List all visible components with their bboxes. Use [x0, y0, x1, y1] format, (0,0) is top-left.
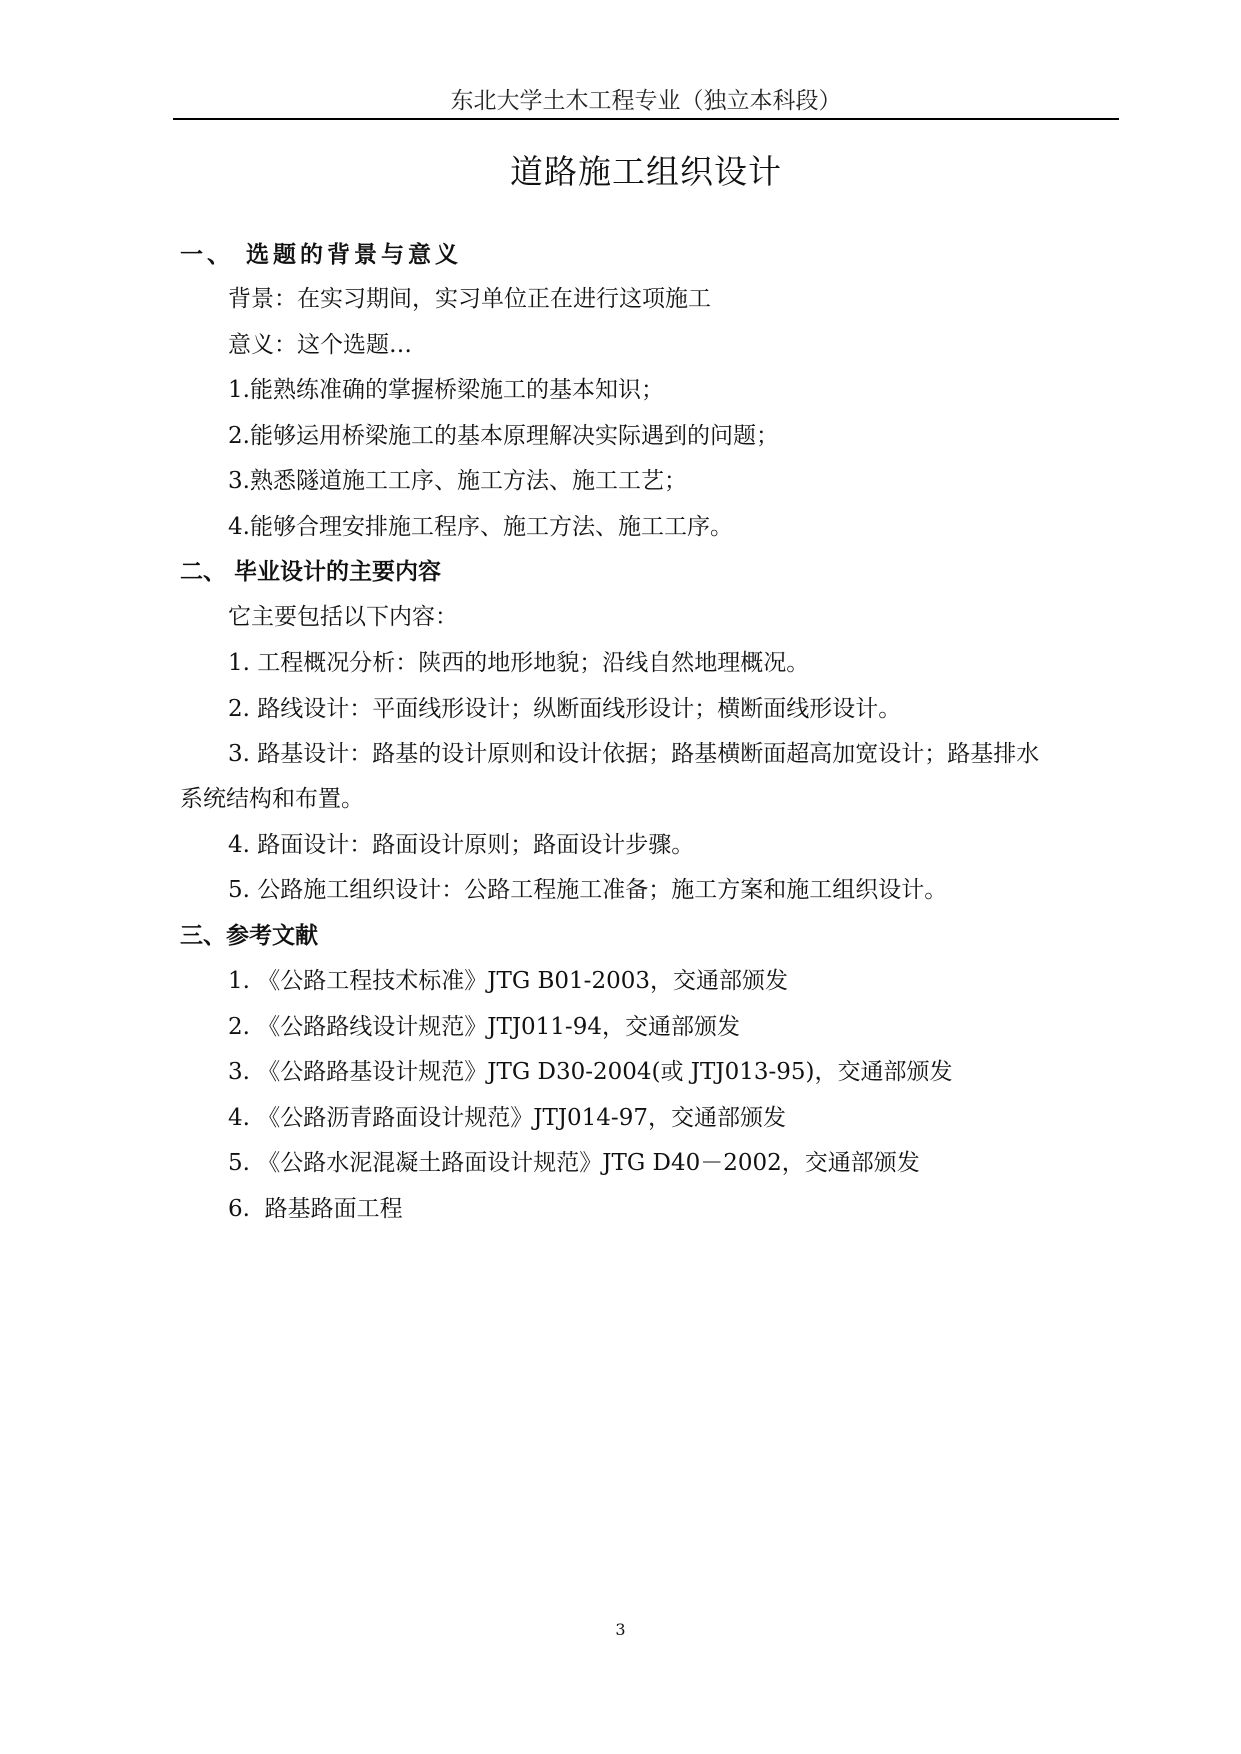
reference-item: 1. 《公路工程技术标准》JTG B01-2003，交通部颁发: [228, 968, 788, 994]
list-item-continuation: 系统结构和布置。: [180, 786, 364, 812]
background-line: 背景：在实习期间，实习单位正在进行这项施工: [228, 286, 711, 312]
page-number: 3: [615, 1620, 626, 1639]
reference-item: 5. 《公路水泥混凝土路面设计规范》JTG D40－2002，交通部颁发: [228, 1150, 920, 1176]
document-title: 道路施工组织设计: [510, 152, 782, 191]
header-rule: [173, 118, 1119, 120]
list-item: 3.熟悉隧道施工工序、施工方法、施工工艺；: [228, 468, 687, 494]
reference-item: 3. 《公路路基设计规范》JTG D30-2004(或 JTJ013-95)，交通部颁发: [228, 1059, 953, 1085]
list-item: 4.能够合理安排施工程序、施工方法、施工工序。: [228, 514, 733, 540]
running-header: 东北大学土木工程专业（独立本科段）: [450, 88, 842, 114]
list-item: 3. 路基设计：路基的设计原则和设计依据；路基横断面超高加宽设计；路基排水: [228, 741, 1040, 767]
meaning-line: 意义：这个选题…: [228, 332, 412, 358]
reference-item: 6. 路基路面工程: [228, 1196, 403, 1222]
list-item: 2.能够运用桥梁施工的基本原理解决实际遇到的问题；: [228, 423, 779, 449]
content-intro: 它主要包括以下内容：: [228, 604, 458, 630]
section-heading-content: 二、 毕业设计的主要内容: [180, 559, 442, 585]
section-heading-background: 一、 选题的背景与意义: [180, 242, 463, 268]
reference-item: 2. 《公路路线设计规范》JTJ011-94，交通部颁发: [228, 1014, 740, 1040]
list-item: 2. 路线设计：平面线形设计；纵断面线形设计；横断面线形设计。: [228, 696, 902, 722]
section-heading-references: 三、参考文献: [180, 923, 318, 949]
reference-item: 4. 《公路沥青路面设计规范》JTJ014-97，交通部颁发: [228, 1105, 786, 1131]
list-item: 1. 工程概况分析：陕西的地形地貌；沿线自然地理概况。: [228, 650, 810, 676]
list-item: 1.能熟练准确的掌握桥梁施工的基本知识；: [228, 377, 664, 403]
list-item: 5. 公路施工组织设计：公路工程施工准备；施工方案和施工组织设计。: [228, 877, 948, 903]
list-item: 4. 路面设计：路面设计原则；路面设计步骤。: [228, 832, 695, 858]
